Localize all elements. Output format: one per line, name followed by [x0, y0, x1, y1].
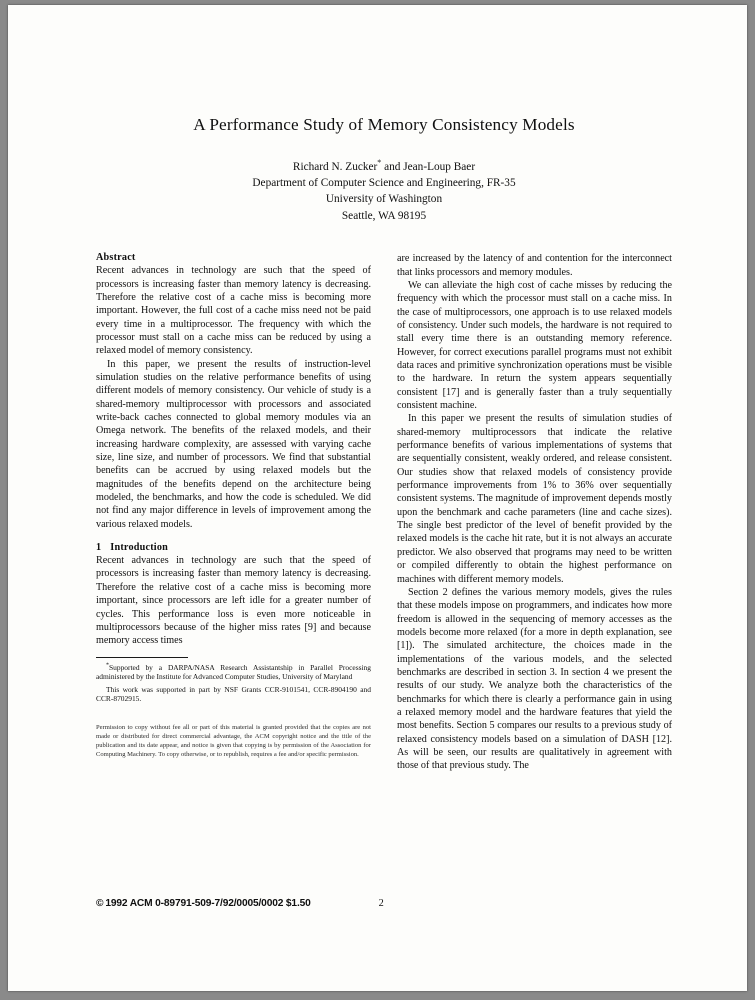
introduction-paragraph-2: We can alleviate the high cost of cache misses by reducing the frequency with which the processor must stall on a cache miss. In the case of multiprocessors, one approach is to use relaxed models of consistency. Under such models, the hardware is not required to stall every time there is an outstanding memory reference. However, for correct executions parallel programs must not exhibit data races and primitive synchronization operations must be visible to the hardware. In return the system appears sequentially consistent [17] and is generally faster than a truly sequentially consistent machine.: [397, 279, 672, 412]
footnote-rule: [96, 657, 188, 658]
footnote-1: [96, 663, 371, 682]
section-title: Introduction: [110, 542, 168, 554]
introduction-paragraph-4: Section 2 defines the various memory models, gives the rules that these models impose on programmers, and indicates how more freedom is allowed in the sequencing of memory accesses as the models become more relaxed (for a more in depth explanation, see [1]). The simulated architecture, the choices made in the implementations of the various models, and the selected benchmarks are described in section 3. In section 4 we present the results of our study. We analyze both the characteristics of the benchmarks for which there is clearly a performance gain in using a relaxed memory model and the hardware features that yield the most benefits. Section 5 compares our results to a previous study of relaxed consistency models based on a simulation of DASH [12]. As will be seen, our results are qualitatively in agreement with those of that previous study. The: [397, 586, 672, 772]
footnote-1-text: Supported by a DARPA/NASA Research Assistantship in Parallel Processing administered by the Institute for Advanced Computer Studies, University of Maryland: [96, 662, 371, 682]
title-block: [96, 5, 672, 224]
footnote-marker: *: [106, 662, 109, 669]
copyright-text: 1992 ACM 0-89791-509-7/92/0005/0002 $1.50: [105, 898, 311, 909]
author-footnote-marker: *: [377, 157, 382, 167]
page-content: [96, 5, 672, 991]
abstract-heading: Abstract: [96, 252, 136, 264]
abstract-paragraph-1: Recent advances in technology are such that the speed of processors is increasing faster than memory latency is decreasing. Therefore the relative cost of a cache miss is becoming more important. However, the full cost of a cache miss need not be paid every time in a multiprocessor. The frequency with which the processor must stall on a cache miss can be reduced by using a relaxed model of memory consistency.: [96, 265, 371, 357]
abstract-paragraph-2: In this paper, we present the results of instruction-level simulation studies on the relative performance benefits of using different models of memory consistency. Our vehicle of study is a shared-memory multiprocessor with processors and associated write-back caches connected to global memory modules via an Omega network. The benefits of the relaxed models, and their increasing hardware complexity, are assessed with varying cache size, line size, and number of processors. We find that substantial benefits can be accrued by using relaxed models but the magnitudes of the benefits depend on the architecture being modeled, the benchmarks, and how the code is scheduled. We did not find any major difference in levels of improvement among the various relaxed models.: [96, 358, 371, 530]
author-names: Richard N. Zucker: [292, 160, 378, 173]
section-number: 1: [96, 542, 102, 554]
left-column: [96, 252, 371, 772]
introduction-paragraph-1: Recent advances in technology are such that the speed of processors is increasing faster than memory latency is decreasing. Therefore the relative cost of a cache miss is becoming more important, since processors are left idle for a greater number of cycles. This performance loss is even more noticeable in multiprocessors because of the higher miss rates [9] and because memory access times: [96, 555, 371, 647]
right-column: [397, 252, 672, 772]
page-footer: [96, 898, 672, 909]
author-line: [96, 159, 672, 175]
page-number: 2: [378, 898, 384, 909]
page-title: A Performance Study of Memory Consistency Models: [193, 115, 575, 134]
copyright-line: [96, 898, 311, 909]
affiliation-line-2: University of Washington: [325, 193, 443, 206]
affiliation-line-3: Seattle, WA 98195: [341, 209, 427, 222]
paper-page: [8, 5, 747, 991]
introduction-paragraph-3: In this paper we present the results of simulation studies of shared-memory multiprocessors that indicate the relative performance benefits of various implementations of systems that are sequentially consistent, weakly ordered, and release consistent. Our studies show that relaxed models of consistency provide performance improvements from 1% to 36% over sequentially consistent systems. The magnitude of improvement depends mostly upon the benchmark and cache parameters (line and cache sizes). The single best predictor of the level of benefit provided by the relaxed models is the cache hit rate, but it is not always an accurate predictor. We also observed that programs may need to be written or compiled differently to obtain the highest performance on machines with different memory models.: [397, 413, 672, 585]
two-column-body: [96, 252, 672, 772]
footnote-block: [96, 657, 371, 704]
copyright-icon: ©: [96, 898, 104, 909]
introduction-paragraph-1-continued: are increased by the latency of and contention for the interconnect that links processors and memory modules.: [397, 253, 672, 278]
footnote-2: This work was supported in part by NSF Grants CCR-9101541, CCR-8904190 and CCR-8702915.: [96, 684, 371, 704]
author-names-rest: and Jean-Loup Baer: [381, 160, 476, 173]
affiliation-line-1: Department of Computer Science and Engineering, FR-35: [252, 177, 516, 190]
introduction-heading: [96, 542, 371, 553]
permission-notice: Permission to copy without fee all or part of this material is granted provided that the copies are not made or distributed for direct commercial advantage, the ACM copyright notice and the title of the publication and its date appear, and notice is given that copying is by permission of the Association for Computing Machinery. To copy otherwise, or to republish, requires a fee and/or specific permission.: [96, 723, 371, 759]
